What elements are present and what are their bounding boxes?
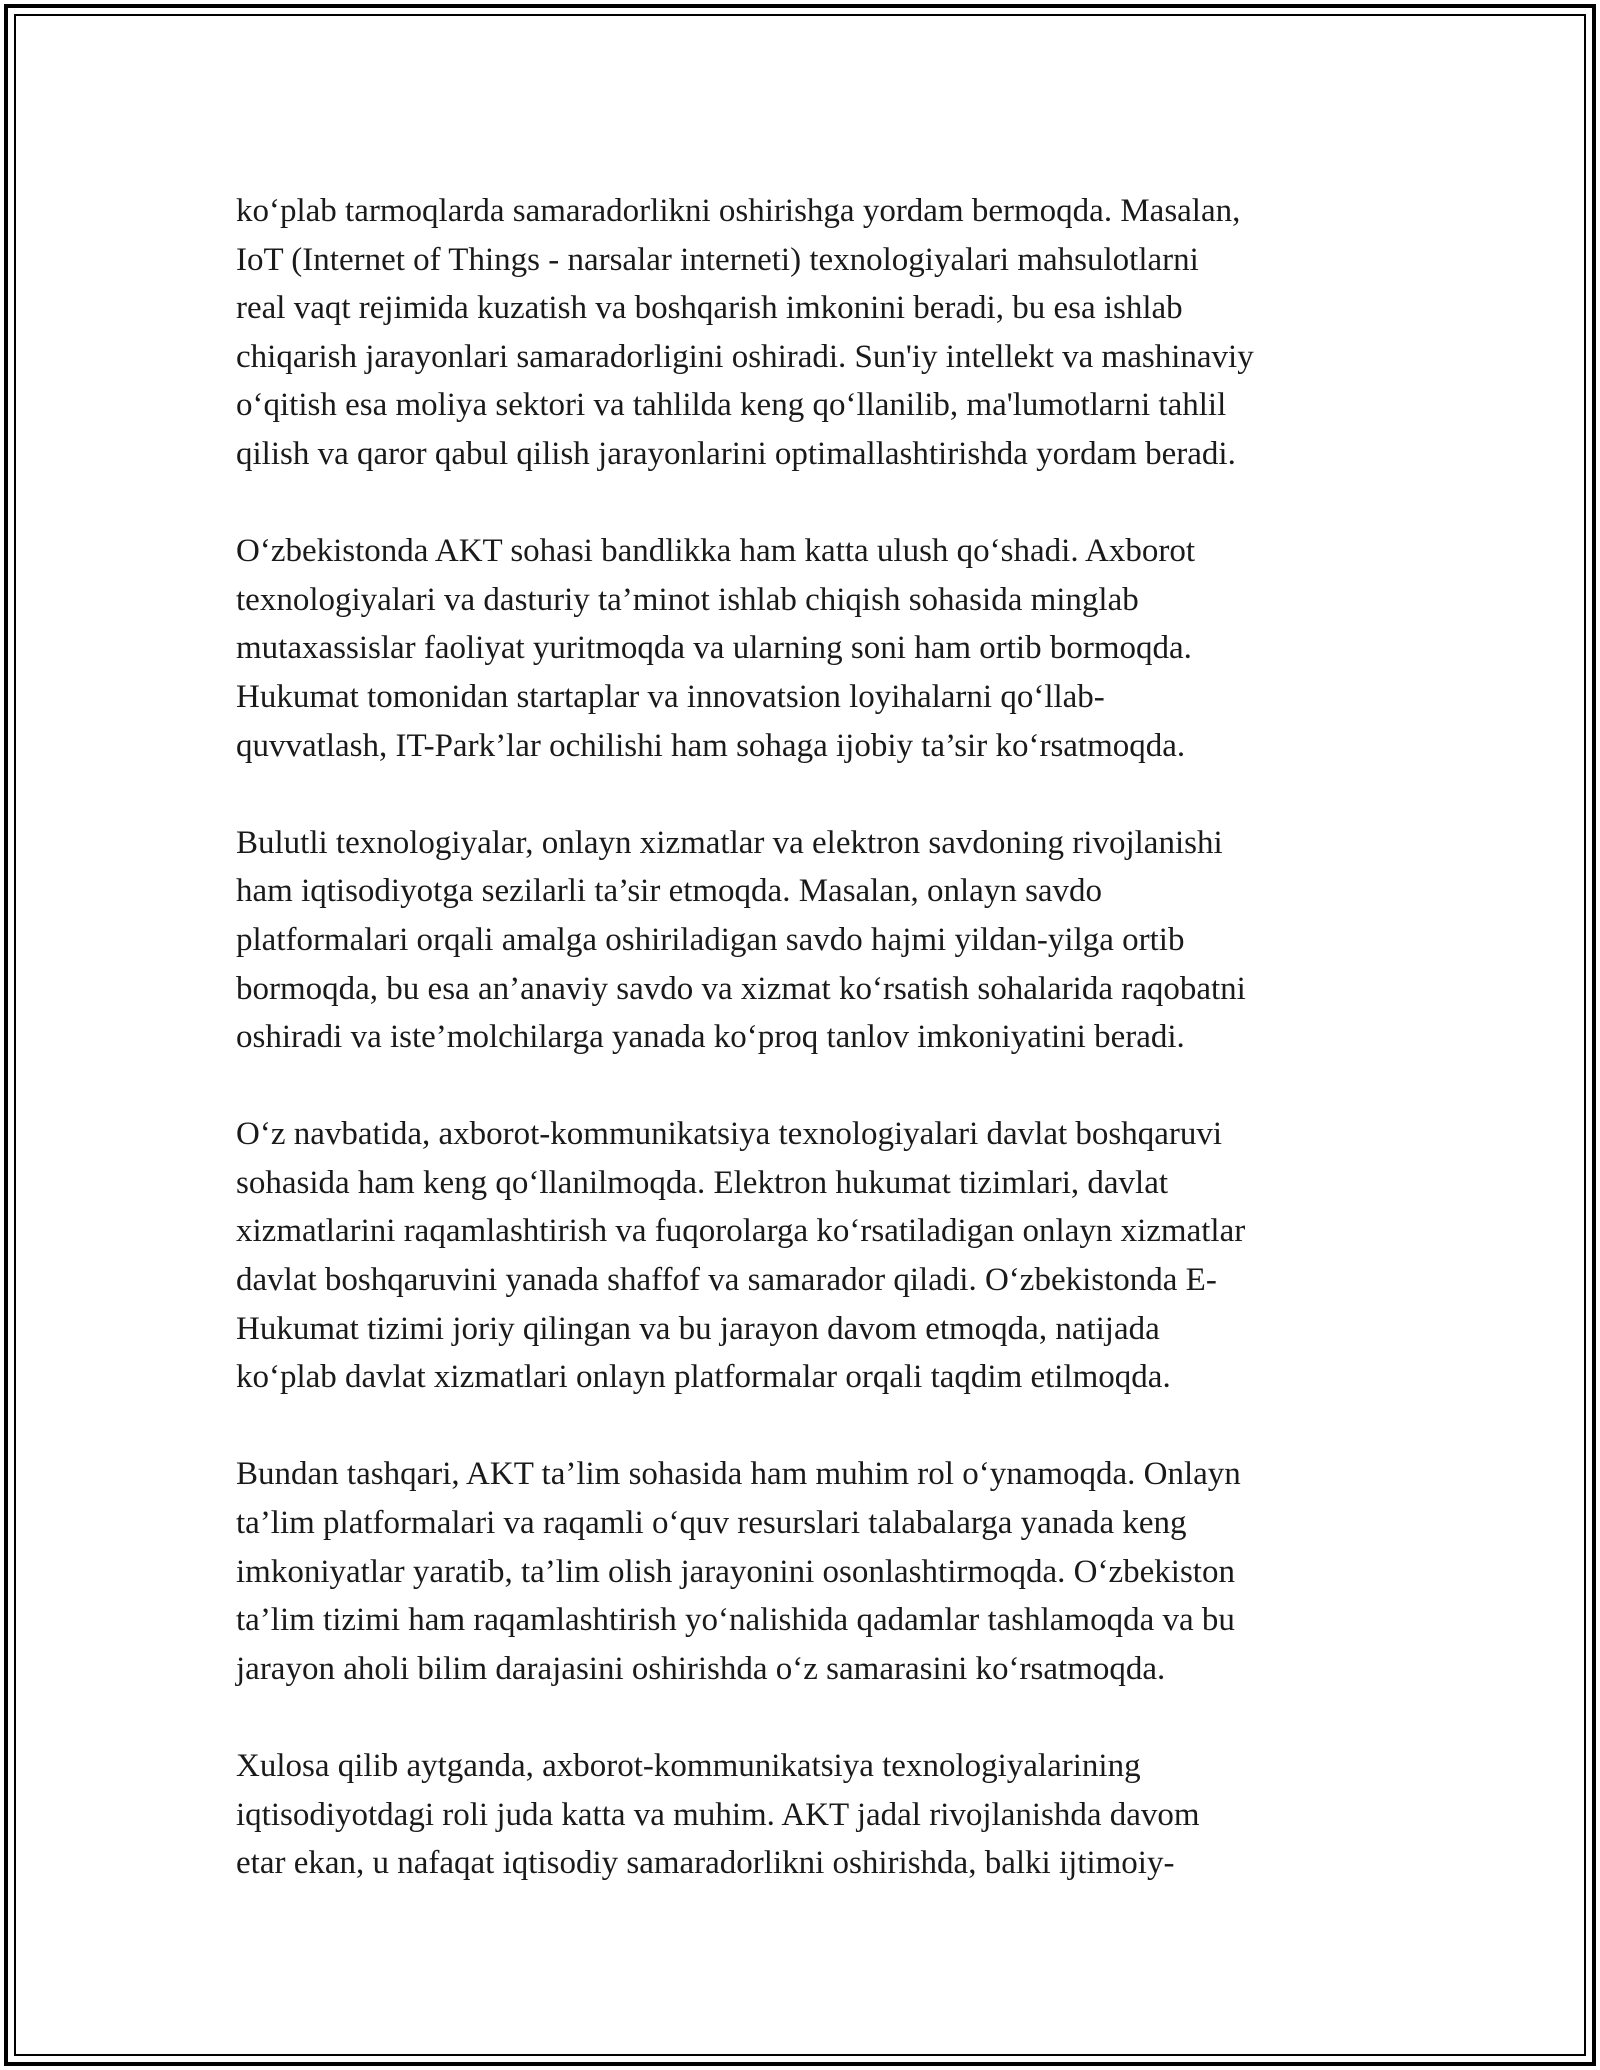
text-line: O‘z navbatida, axborot-kommunikatsiya texnologiyalari davlat boshqaruvi <box>236 1116 1223 1153</box>
document-body <box>236 187 1386 1936</box>
text-line: o‘qitish esa moliya sektori va tahlilda keng qo‘llanilib, ma'lumotlarni tahlil <box>236 387 1227 424</box>
text-line: real vaqt rejimida kuzatish va boshqarish imkonini beradi, bu esa ishlab <box>236 290 1183 327</box>
text-line: davlat boshqaruvini yanada shaffof va samarador qiladi. O‘zbekistonda E- <box>236 1262 1217 1299</box>
text-line: Hukumat tizimi joriy qilingan va bu jarayon davom etmoqda, natijada <box>236 1310 1160 1347</box>
text-line: ta’lim tizimi ham raqamlashtirish yo‘nalishida qadamlar tashlamoqda va bu <box>236 1602 1235 1639</box>
text-line: texnologiyalari va dasturiy ta’minot ishlab chiqish sohasida minglab <box>236 581 1139 618</box>
text-line: qilish va qaror qabul qilish jarayonlarini optimallashtirishda yordam beradi. <box>236 435 1236 472</box>
text-line: Xulosa qilib aytganda, axborot-kommunikatsiya texnologiyalarining <box>236 1748 1141 1784</box>
text-line: iqtisodiyotdagi roli juda katta va muhim. AKT jadal rivojlanishda davom <box>236 1796 1200 1833</box>
text-line: imkoniyatlar yaratib, ta’lim olish jarayonini osonlashtirmoqda. O‘zbekiston <box>236 1553 1235 1590</box>
paragraph-education <box>236 1450 1386 1693</box>
paragraph-employment <box>236 527 1386 770</box>
text-line: mutaxassislar faoliyat yuritmoqda va ularning soni ham ortib bormoqda. <box>236 630 1192 667</box>
text-line: sohasida ham keng qo‘llanilmoqda. Elektron hukumat tizimlari, davlat <box>236 1164 1169 1201</box>
text-line: Hukumat tomonidan startaplar va innovatsion loyihalarni qo‘llab- <box>236 678 1105 715</box>
text-line: chiqarish jarayonlari samaradorligini oshiradi. Sun'iy intellekt va mashinaviy <box>236 338 1254 375</box>
text-line: xizmatlarini raqamlashtirish va fuqorolarga ko‘rsatiladigan onlayn xizmatlar <box>236 1213 1246 1250</box>
text-line: Bundan tashqari, AKT ta’lim sohasida ham muhim rol o‘ynamoqda. Onlayn <box>236 1456 1241 1493</box>
paragraph-cloud-ecommerce <box>236 819 1386 1062</box>
text-line: bormoqda, bu esa an’anaviy savdo va xizmat ko‘rsatish sohalarida raqobatni <box>236 970 1246 1007</box>
text-line: oshiradi va iste’molchilarga yanada ko‘proq tanlov imkoniyatini beradi. <box>236 1019 1185 1056</box>
text-line: platformalari orqali amalga oshiriladigan savdo hajmi yildan-yilga ortib <box>236 921 1185 958</box>
text-line: ham iqtisodiyotga sezilarli ta’sir etmoqda. Masalan, onlayn savdo <box>236 873 1103 910</box>
text-line: quvvatlash, IT-Park’lar ochilishi ham sohaga ijobiy ta’sir ko‘rsatmoqda. <box>236 727 1186 764</box>
text-line: O‘zbekistonda AKT sohasi bandlikka ham katta ulush qo‘shadi. Axborot <box>236 533 1195 570</box>
text-line: ta’lim platformalari va raqamli o‘quv resurslari talabalarga yanada keng <box>236 1505 1187 1542</box>
paragraph-conclusion <box>236 1742 1386 1888</box>
paragraph-iot-ai <box>236 187 1386 479</box>
text-line: jarayon aholi bilim darajasini oshirishda o‘z samarasini ko‘rsatmoqda. <box>236 1650 1166 1687</box>
text-line: ko‘plab davlat xizmatlari onlayn platformalar orqali taqdim etilmoqda. <box>236 1359 1171 1396</box>
text-line: ko‘plab tarmoqlarda samaradorlikni oshirishga yordam bermoqda. Masalan, <box>236 193 1241 229</box>
text-line: etar ekan, u nafaqat iqtisodiy samaradorlikni oshirishda, balki ijtimoiy- <box>236 1845 1175 1882</box>
text-line: Bulutli texnologiyalar, onlayn xizmatlar va elektron savdoning rivojlanishi <box>236 824 1223 861</box>
text-line: IoT (Internet of Things - narsalar interneti) texnologiyalari mahsulotlarni <box>236 241 1199 278</box>
paragraph-e-government <box>236 1110 1386 1402</box>
